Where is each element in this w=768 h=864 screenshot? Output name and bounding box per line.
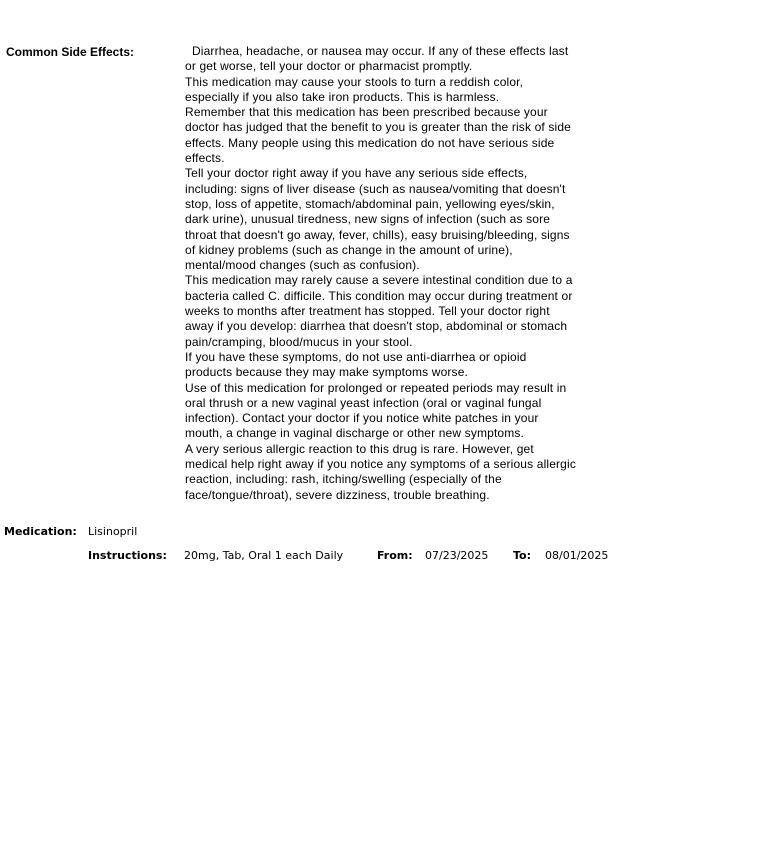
to-date: 08/01/2025 [545, 549, 609, 562]
side-effects-line: A very serious allergic reaction to this drug is rare. However, get [185, 441, 534, 456]
side-effects-line: away if you develop: diarrhea that doesn't stop, abdominal or stomach [185, 319, 568, 334]
side-effects-line: including: signs of liver disease (such as nausea/vomiting that doesn't [185, 181, 566, 196]
side-effects-line: mouth, a change in vaginal discharge or other new symptoms. [185, 426, 525, 441]
from-label: From: [377, 549, 413, 562]
side-effects-line: weeks to months after treatment has stopped. Tell your doctor right [185, 304, 550, 319]
medication-label: Medication: [4, 525, 77, 538]
from-date: 07/23/2025 [425, 549, 489, 562]
side-effects-line: throat that doesn't go away, fever, chills), easy bruising/bleeding, signs [185, 227, 570, 242]
to-label: To: [513, 549, 531, 562]
side-effects-line: medical help right away if you notice any symptoms of a serious allergic [185, 457, 576, 472]
side-effects-line: This medication may rarely cause a severe intestinal condition due to a [185, 273, 573, 288]
instructions-label: Instructions: [88, 549, 167, 562]
side-effects-line: or get worse, tell your doctor or pharmacist promptly. [185, 59, 473, 74]
side-effects-line: doctor has judged that the benefit to you is greater than the risk of side [185, 120, 571, 135]
side-effects-line: Tell your doctor right away if you have any serious side effects, [185, 166, 528, 181]
side-effects-line: Remember that this medication has been prescribed because your [185, 105, 548, 120]
side-effects-line: of kidney problems (such as change in the amount of urine), [185, 242, 513, 257]
side-effects-line: face/tongue/throat), severe dizziness, trouble breathing. [185, 487, 490, 502]
side-effects-line: products because they may make symptoms worse. [185, 365, 469, 380]
side-effects-line: bacteria called C. difficile. This condition may occur during treatment or [185, 288, 573, 303]
side-effects-line: especially if you also take iron products. This is harmless. [185, 89, 500, 104]
side-effects-line: Diarrhea, headache, or nausea may occur. If any of these effects last [185, 44, 569, 58]
side-effects-line: stop, loss of appetite, stomach/abdominal pain, yellowing eyes/skin, [185, 196, 555, 211]
side-effects-line: infection). Contact your doctor if you notice white patches in your [185, 411, 539, 426]
side-effects-line: Use of this medication for prolonged or repeated periods may result in [185, 380, 567, 395]
side-effects-line: effects. Many people using this medication do not have serious side [185, 135, 555, 150]
side-effects-line: oral thrush or a new vaginal yeast infection (oral or vaginal fungal [185, 395, 542, 410]
medication-name: Lisinopril [88, 525, 138, 538]
side-effects-line: effects. [185, 151, 225, 166]
side-effects-label: Common Side Effects: [6, 45, 135, 59]
side-effects-line: If you have these symptoms, do not use anti-diarrhea or opioid [185, 349, 527, 364]
side-effects-text [185, 44, 615, 503]
side-effects-line: reaction, including: rash, itching/swelling (especially of the [185, 472, 502, 487]
side-effects-line: This medication may cause your stools to turn a reddish color, [185, 74, 524, 89]
side-effects-line: dark urine), unusual tiredness, new signs of infection (such as sore [185, 212, 551, 227]
side-effects-line: pain/cramping, blood/mucus in your stool. [185, 334, 413, 349]
side-effects-line: mental/mood changes (such as confusion). [185, 258, 420, 273]
instructions-value: 20mg, Tab, Oral 1 each Daily [184, 549, 344, 562]
